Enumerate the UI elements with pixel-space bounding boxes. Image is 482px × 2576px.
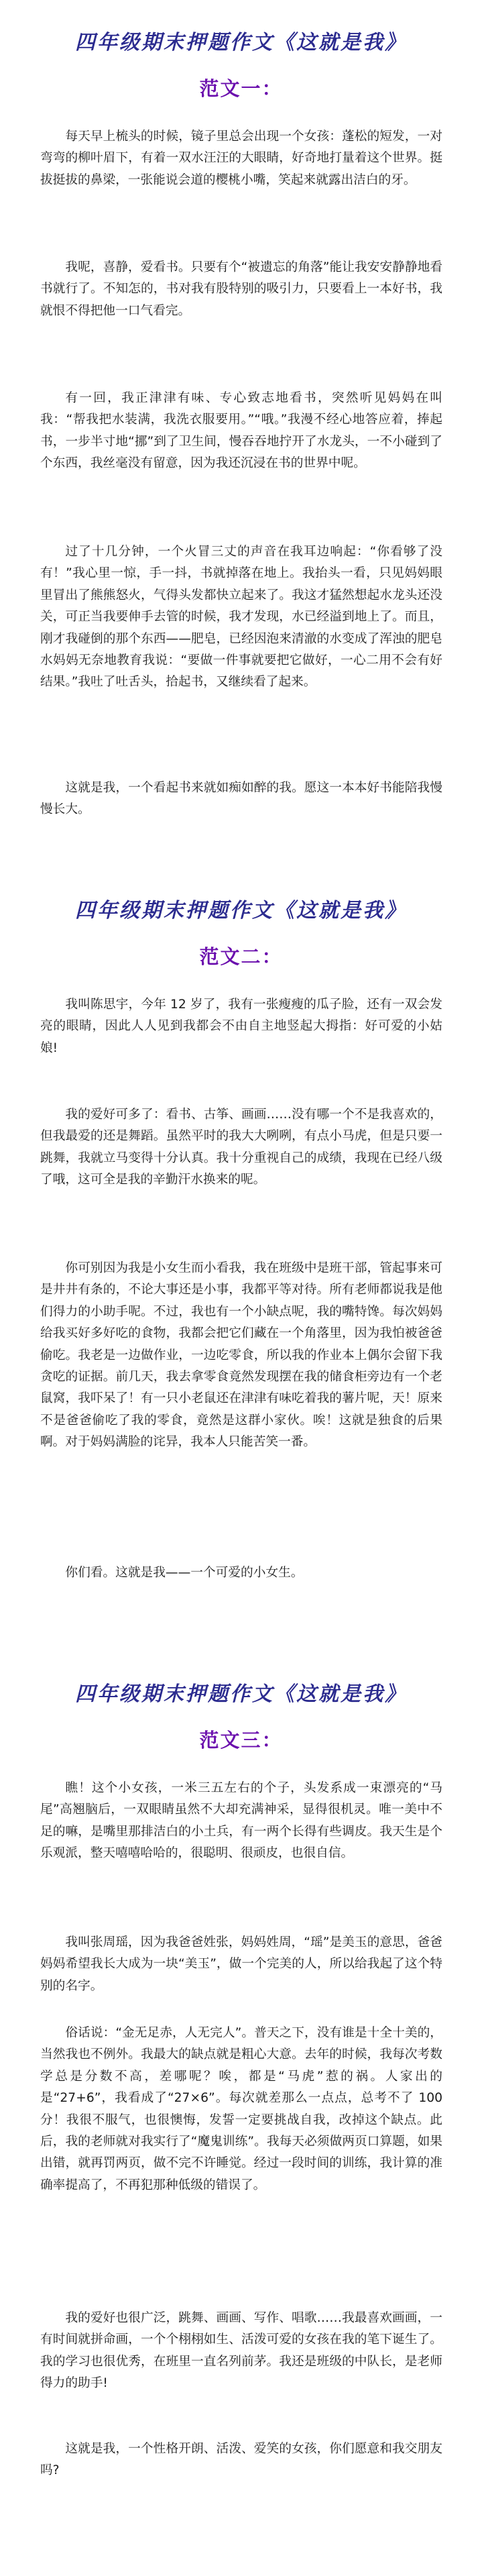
essay-3-paragraph-3: 俗话说：“金无足赤，人无完人”。普天之下，没有谁是十全十美的，当然我也不例外。我最大的缺点就是粗心大意。去年的时候，我每次考数学总是分数不高，差哪呢？唉，都是“马虎”惹的祸。人家出的是“27+6”，我看成了“27×6”。每次就差那么一点点，总考不了 100 分！我很不服气，也很懊悔，发誓一定要挑战自我，改掉这个缺点。此后，我的老师就对我实行了“魔鬼训练”。我每天必须做两页口算题，如果出错，就再罚两页，做不完不许睡觉。经过一段时间的训练，我计算的准确率提高了，不再犯那种低级的错误了。	[40, 2026, 442, 2192]
essay-2-paragraph-3: 你可别因为我是小女生而小看我，我在班级中是班干部，管起事来可是井井有条的，不论大事还是小事，我都平等对待。所有老师都说我是他们得力的小助手呢。不过，我也有一个小缺点呢，我的嘴特馋。每次妈妈给我买好多好吃的食物，我都会把它们藏在一个角落里，因为我怕被爸爸偷吃。我老是一边做作业，一边吃零食，所以我的作业本上偶尔会留下我贪吃的证据。前几天，我去拿零食竟然发现摆在我的储食柜旁边有一个老鼠窝，我吓呆了！有一只小老鼠还在津津有味吃着我的薯片呢，天！原来不是爸爸偷吃了我的零食，竟然是这群小家伙。唉！这就是独食的后果啊。对于妈妈满脸的诧异，我本人只能苦笑一番。	[40, 1261, 442, 1450]
essay-3-paragraph-2: 我叫张周瑶，因为我爸爸姓张，妈妈姓周，“瑶”是美玉的意思，爸爸妈妈希望我长大成为一块“美玉”，做一个完美的人，所以给我起了这个特别的名字。	[40, 1935, 442, 1993]
essay-3-paragraph-1: 瞧！这个小女孩，一米三五左右的个子，头发系成一束漂亮的“马尾”高翘脑后，一双眼睛虽然不大却充满神采，显得很机灵。唯一美中不足的嘛，是嘴里那排洁白的小土兵，有一两个长得有些调皮。我天生是个乐观派，整天嘻嘻哈哈的，很聪明、很顽皮，也很自信。	[40, 1781, 442, 1861]
essay-1-paragraph-5: 这就是我，一个看起书来就如痴如醉的我。愿这一本本好书能陪我慢慢长大。	[40, 781, 442, 817]
essay-1-title: 四年级期末押题作文《这就是我》	[75, 31, 407, 54]
essay-2-paragraph-2: 我的爱好可多了：看书、古筝、画画……没有哪一个不是我喜欢的，但我最爱的还是舞蹈。虽然平时的我大大咧咧，有点小马虎，但是只要一跳舞，我就立马变得十分认真。我十分重视自己的成绩，我现在已经八级了哦，这可全是我的辛勤汗水换来的呢。	[40, 1108, 442, 1187]
essay-1-paragraph-3: 有一回，我正津津有味、专心致志地看书，突然听见妈妈在叫我：“帮我把水装满，我洗衣服要用。”“哦。”我漫不经心地答应着，捧起书，一步半寸地“挪”到了卫生间，慢吞吞地拧开了水龙头，一不小碰到了个东西，我丝毫没有留意，因为我还沉浸在书的世界中呢。	[40, 391, 442, 471]
essay-2-paragraph-4: 你们看。这就是我——一个可爱的小女生。	[65, 1566, 304, 1580]
essay-1-subtitle: 范文一：	[199, 77, 283, 100]
essay-1-paragraph-2: 我呢，喜静，爱看书。只要有个“被遗忘的角落”能让我安安静静地看书就行了。不知怎的，书对我有股特别的吸引力，只要看上一本好书，我就恨不得把他一口气看完。	[40, 260, 442, 318]
essay-3-paragraph-5: 这就是我，一个性格开朗、活泼、爱笑的女孩，你们愿意和我交朋友吗?	[40, 2442, 442, 2478]
essay-2-title: 四年级期末押题作文《这就是我》	[75, 899, 407, 922]
essay-1-paragraph-4: 过了十几分钟，一个火冒三丈的声音在我耳边响起：“你看够了没有！”我心里一惊，手一抖，书就掉落在地上。我抬头一看，只见妈妈眼里冒出了熊熊怒火，气得头发都快立起来了。我这才猛然想起水龙头还没关，可正当我要伸手去管的时候，我才发现，水已经溢到地上了。而且，刚才我碰倒的那个东西——肥皂，已经因泡来清澈的水变成了浑浊的肥皂水妈妈无奈地教育我说：“要做一件事就要把它做好，一心二用不会有好结果。”我吐了吐舌头，拾起书，又继续看了起来。	[40, 545, 442, 690]
essay-3-title: 四年级期末押题作文《这就是我》	[75, 1682, 407, 1706]
essay-3-subtitle: 范文三：	[199, 1729, 283, 1752]
essay-1-paragraph-1: 每天早上梳头的时候，镜子里总会出现一个女孩：蓬松的短发，一对弯弯的柳叶眉下，有着一双水汪汪的大眼睛，好奇地打量着这个世界。挺拔挺拔的鼻梁，一张能说会道的樱桃小嘴，笑起来就露出洁白的牙。	[40, 129, 442, 187]
essay-2-subtitle: 范文二：	[199, 945, 283, 968]
essay-3-paragraph-4: 我的爱好也很广泛，跳舞、画画、写作、唱歌……我最喜欢画画，一有时间就拼命画，一个个栩栩如生、活泼可爱的女孩在我的笔下诞生了。我的学习也很优秀，在班里一直名列前茅。我还是班级的中队长，是老师得力的助手!	[40, 2311, 442, 2391]
essay-2-paragraph-1: 我叫陈思宇，今年 12 岁了，我有一张瘦瘦的瓜子脸，还有一双会发亮的眼睛，因此人人见到我都会不由自主地竖起大拇指：好可爱的小姑娘!	[40, 998, 442, 1055]
